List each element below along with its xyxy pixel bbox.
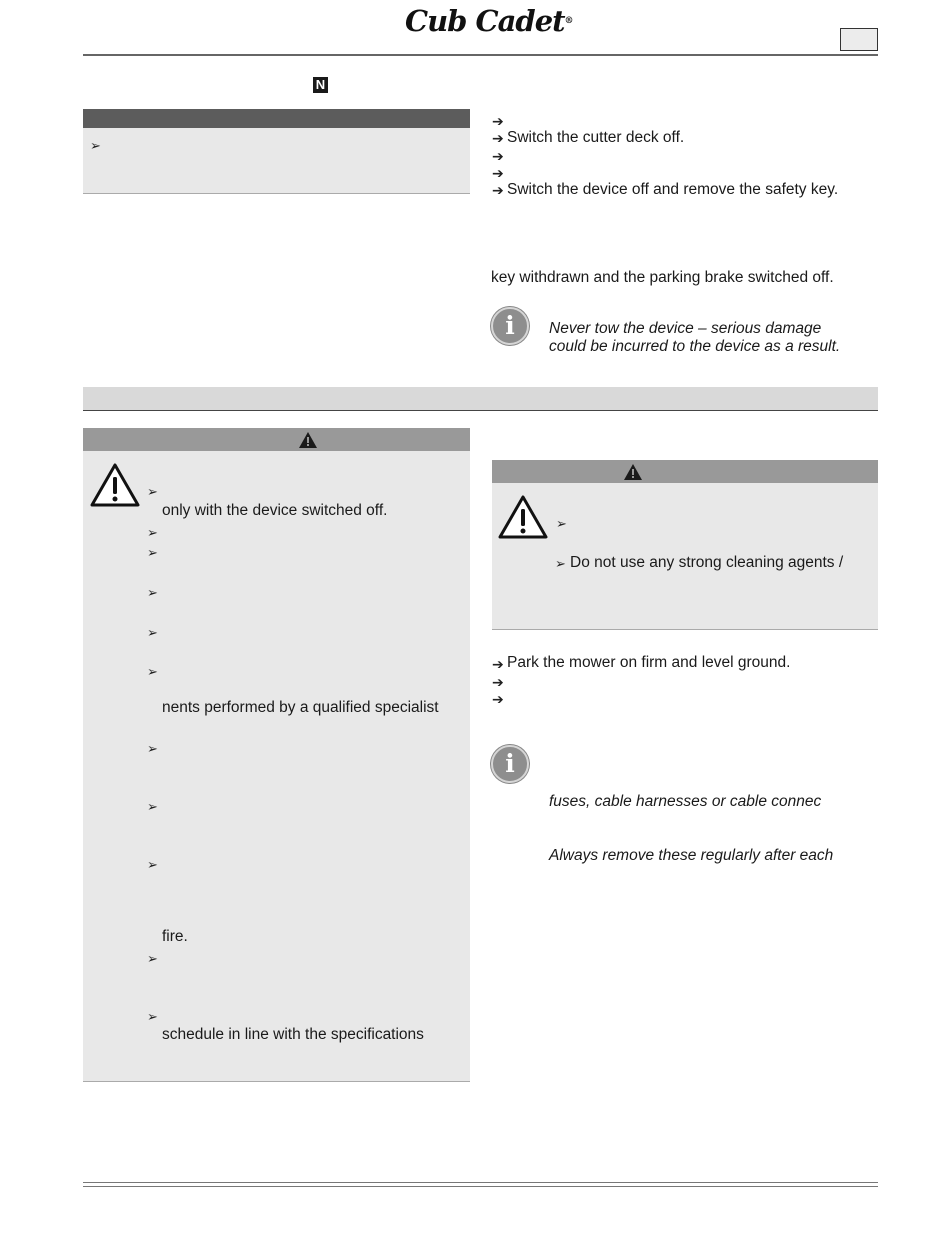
pointer-bullet-icon: ➢ xyxy=(147,525,158,540)
logo-registered-mark: ® xyxy=(564,16,573,26)
info-note-line: Never tow the device – serious damage xyxy=(549,320,822,337)
arrow-icon: ➔ xyxy=(492,674,504,690)
warning-line: fire. xyxy=(162,928,188,945)
arrow-icon: ➔ xyxy=(492,113,504,129)
pointer-bullet-icon: ➢ xyxy=(147,951,158,966)
warning-panel-left xyxy=(83,451,470,1082)
step-text: Switch the cutter deck off. xyxy=(507,129,685,146)
info-icon: i xyxy=(491,307,529,345)
pointer-bullet-icon: ➢ xyxy=(147,741,158,756)
arrow-icon: ➔ xyxy=(492,656,504,672)
warning-line: nents performed by a qualified specialist xyxy=(162,699,439,716)
brand-logo xyxy=(405,4,580,38)
info-note-line: fuses, cable harnesses or cable connec xyxy=(549,793,822,810)
pointer-bullet-icon: ➢ xyxy=(147,664,158,679)
pointer-bullet-icon: ➢ xyxy=(147,857,158,872)
warning-small-icon xyxy=(298,431,318,449)
warning-line: Do not use any strong cleaning agents / xyxy=(570,554,844,571)
pointer-bullet-icon: ➢ xyxy=(147,1009,158,1024)
info-note-line: could be incurred to the device as a result. xyxy=(549,338,841,355)
header-rule xyxy=(83,54,878,56)
pointer-bullet-icon: ➢ xyxy=(90,138,101,153)
warning-triangle-icon xyxy=(497,494,549,540)
step-text: Switch the device off and remove the safety key. xyxy=(507,181,839,198)
pointer-bullet-icon: ➢ xyxy=(147,484,158,499)
info-note-line: Always remove these regularly after each xyxy=(549,847,834,864)
arrow-icon: ➔ xyxy=(492,691,504,707)
arrow-icon: ➔ xyxy=(492,165,504,181)
key-withdrawn-text: key withdrawn and the parking brake switched off. xyxy=(491,269,834,286)
warning-line: only with the device switched off. xyxy=(162,502,388,519)
page-number-box xyxy=(840,28,878,51)
top-panel-header xyxy=(83,109,470,128)
section-heading-bar xyxy=(83,387,878,411)
step-text: Park the mower on firm and level ground. xyxy=(507,654,791,671)
pointer-bullet-icon: ➢ xyxy=(556,516,567,531)
top-panel xyxy=(83,128,470,194)
arrow-icon: ➔ xyxy=(492,130,504,146)
warning-triangle-icon xyxy=(89,462,141,508)
warning-line: schedule in line with the specifications xyxy=(162,1026,424,1043)
pointer-bullet-icon: ➢ xyxy=(555,556,566,571)
warning-panel-header xyxy=(83,428,470,451)
warning-small-icon xyxy=(623,463,643,481)
footer-rule xyxy=(83,1186,878,1187)
arrow-icon: ➔ xyxy=(492,148,504,164)
info-icon: i xyxy=(491,745,529,783)
logo-text: Cub Cadet xyxy=(405,4,565,38)
warning-panel-header-right xyxy=(492,460,878,483)
n-badge-icon: N xyxy=(313,77,328,93)
pointer-bullet-icon: ➢ xyxy=(147,585,158,600)
arrow-icon: ➔ xyxy=(492,182,504,198)
pointer-bullet-icon: ➢ xyxy=(147,799,158,814)
footer-rule xyxy=(83,1182,878,1183)
pointer-bullet-icon: ➢ xyxy=(147,625,158,640)
pointer-bullet-icon: ➢ xyxy=(147,545,158,560)
